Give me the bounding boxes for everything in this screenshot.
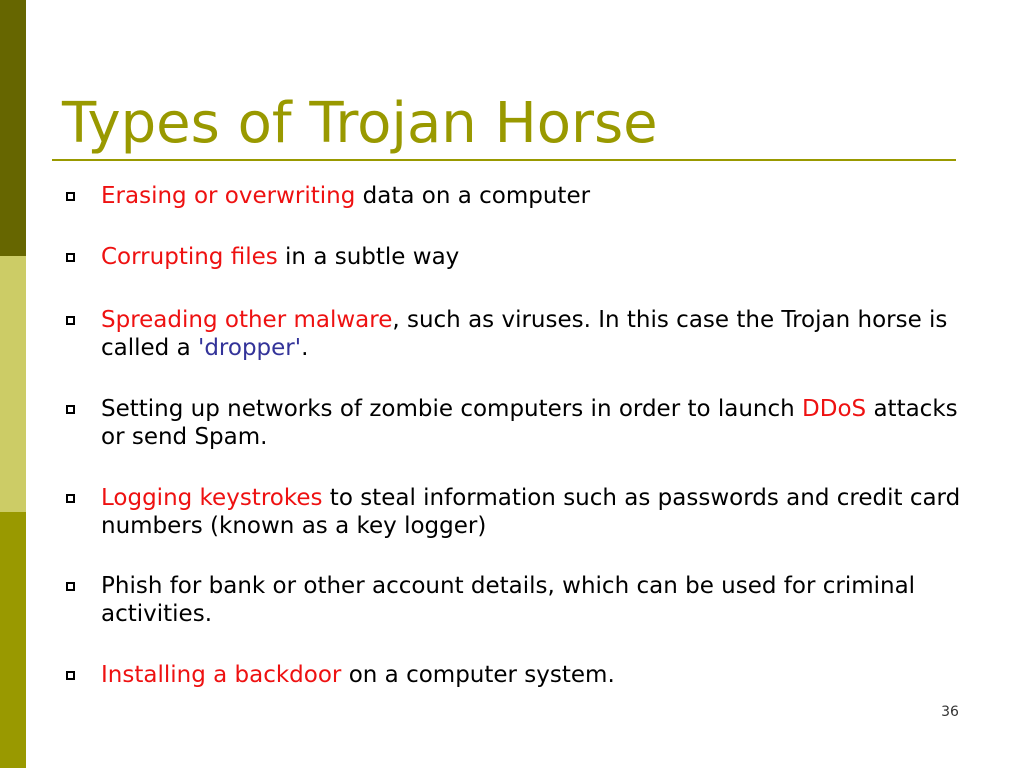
sidebar-segment-top: [0, 0, 26, 256]
highlighted-term: Spreading other malware: [101, 307, 393, 333]
square-bullet-icon: [66, 582, 75, 591]
square-bullet-icon: [66, 671, 75, 680]
bullet-rest-end: .: [301, 335, 309, 361]
highlighted-term: DDoS: [802, 396, 867, 422]
highlighted-term: Installing a backdoor: [101, 662, 342, 688]
bullet-rest: , such as viruses. In this case the Trojan horse is called a: [101, 307, 948, 361]
title-divider: [52, 159, 956, 161]
bullet-text: [101, 182, 961, 210]
bullet-text: [101, 306, 961, 362]
sidebar-decoration: [0, 0, 26, 768]
page-number: 36: [941, 704, 959, 720]
bullet-rest: to steal information such as passwords and credit card numbers (known as a key logger): [101, 485, 961, 539]
square-bullet-icon: [66, 405, 75, 414]
bullet-rest: in a subtle way: [277, 244, 460, 270]
quoted-term: 'dropper': [198, 335, 302, 361]
bullet-rest: on a computer system.: [341, 662, 615, 688]
highlighted-term: Logging keystrokes: [101, 485, 323, 511]
sidebar-segment-bottom: [0, 512, 26, 768]
highlighted-term: Erasing or overwriting: [101, 183, 356, 209]
bullet-text: [101, 484, 961, 540]
highlighted-term: Corrupting files: [101, 244, 278, 270]
square-bullet-icon: [66, 253, 75, 262]
square-bullet-icon: [66, 192, 75, 201]
square-bullet-icon: [66, 494, 75, 503]
bullet-text: [101, 661, 961, 689]
bullet-text: [101, 243, 961, 271]
bullet-rest: attacks or send Spam.: [101, 396, 958, 450]
bullet-rest: data on a computer: [355, 183, 591, 209]
bullet-text: Phish for bank or other account details, which can be used for criminal activities.: [101, 573, 916, 627]
square-bullet-icon: [66, 316, 75, 325]
bullet-text: [101, 395, 961, 451]
bullet-lead: Setting up networks of zombie computers in order to launch: [101, 396, 803, 422]
slide-title: Types of Trojan Horse: [62, 91, 658, 156]
sidebar-segment-middle: [0, 256, 26, 512]
